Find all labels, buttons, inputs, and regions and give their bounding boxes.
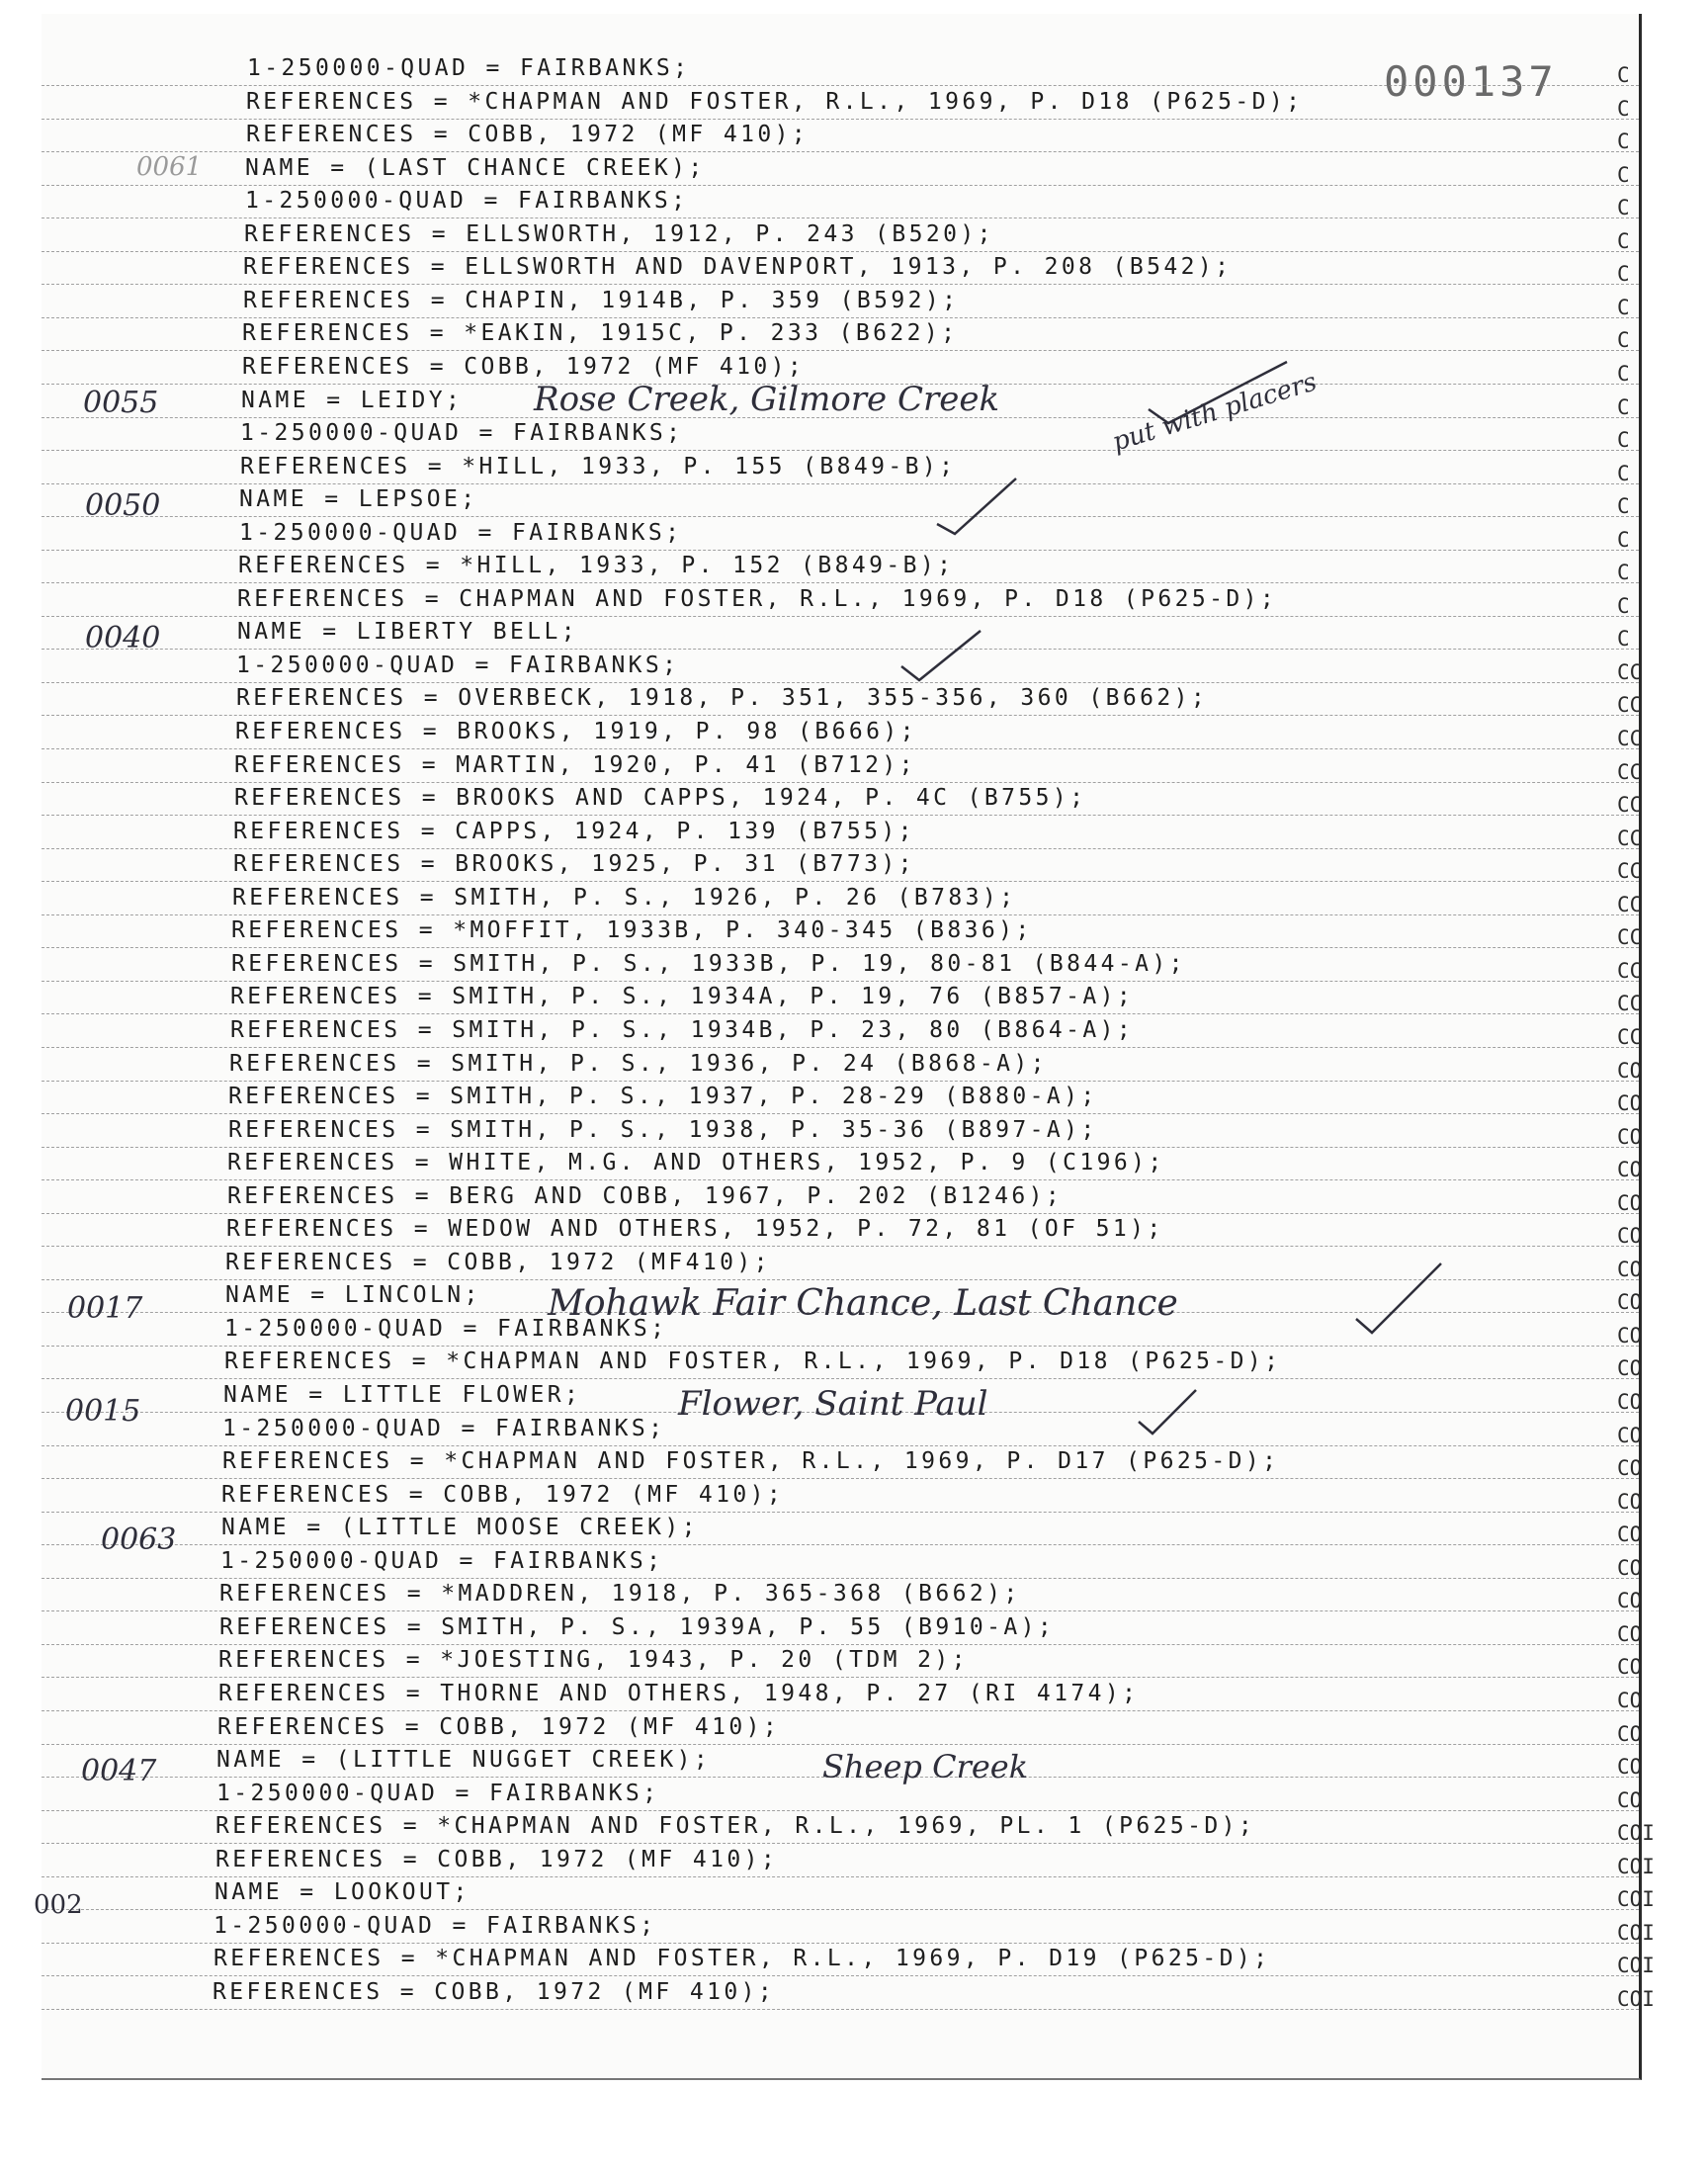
record-line: NAME = LINCOLN; [225,1282,481,1309]
edge-mark: CO [1617,1257,1643,1281]
edge-mark: CO [1617,1655,1643,1680]
handwritten-code: 0015 [65,1394,141,1429]
edge-mark: COI [1617,1854,1655,1878]
edge-mark: CO [1617,1555,1643,1580]
record-line: REFERENCES = THORNE AND OTHERS, 1948, P. 27 (RI 4174); [218,1680,1140,1706]
record-line: REFERENCES = *MADDREN, 1918, P. 365-368 (B662); [219,1581,1021,1608]
edge-mark: C [1617,361,1630,386]
edge-mark: C [1617,228,1630,253]
edge-mark: C [1617,394,1630,419]
edge-mark: CO [1617,1158,1643,1182]
edge-mark: CO [1617,1589,1643,1613]
edge-mark: CO [1617,1456,1643,1481]
handwritten-code: 0050 [85,488,161,523]
record-line: 1-250000-QUAD = FAIRBANKS; [220,1547,664,1574]
edge-mark: C [1617,96,1630,121]
record-line: NAME = LITTLE FLOWER; [223,1382,582,1408]
edge-mark: CO [1617,1323,1643,1348]
edge-mark: CC [1617,925,1643,950]
record-line: 1-250000-QUAD = FAIRBANKS; [247,55,691,81]
edge-mark: C [1617,63,1630,87]
edge-mark: CO [1617,1290,1643,1315]
edge-mark: CC [1617,759,1643,784]
edge-mark: C [1617,130,1630,154]
record-line: 1-250000-QUAD = FAIRBANKS; [224,1315,668,1342]
record-line: NAME = LEPSOE; [239,486,478,513]
edge-mark: CC [1617,958,1643,983]
record-line: REFERENCES = MARTIN, 1920, P. 41 (B712); [234,751,916,778]
edge-mark: CO [1617,1124,1643,1149]
record-line: NAME = (LAST CHANCE CREEK); [245,154,706,181]
record-line: REFERENCES = *CHAPMAN AND FOSTER, R.L., 1969, P. D19 (P625-D); [214,1946,1271,1972]
edge-mark: COI [1617,1887,1655,1912]
record-line: REFERENCES = BROOKS, 1919, P. 98 (B666); [235,719,917,744]
edge-mark: CO [1617,1356,1643,1381]
record-line: 1-250000-QUAD = FAIRBANKS; [236,652,680,678]
checkmark [901,631,981,680]
edge-mark: CC [1617,727,1643,750]
record-line: REFERENCES = BROOKS, 1925, P. 31 (B773); [233,851,915,878]
record-line: REFERENCES = COBB, 1972 (MF 410); [217,1713,781,1740]
record-line: REFERENCES = CHAPIN, 1914B, P. 359 (B592); [243,287,960,313]
edge-mark: C [1617,196,1630,220]
record-line: REFERENCES = SMITH, P. S., 1926, P. 26 (B783); [232,884,1017,911]
edge-mark: COI [1617,1821,1655,1846]
edge-mark: CC [1617,992,1643,1016]
record-line: REFERENCES = *CHAPMAN AND FOSTER, R.L., 1969, P. D18 (P625-D); [224,1348,1282,1375]
checkmark [1356,1263,1441,1333]
edge-mark: C [1617,561,1630,585]
handwritten-code: 0063 [101,1522,177,1557]
handwritten-note: Flower, Saint Paul [678,1384,988,1424]
handwritten-note: Rose Creek, Gilmore Creek [534,380,1000,419]
record-line: REFERENCES = *JOESTING, 1943, P. 20 (TDM 2); [218,1647,969,1674]
edge-mark: CC [1617,859,1643,884]
record-line: 1-250000-QUAD = FAIRBANKS; [216,1780,660,1806]
record-line: REFERENCES = SMITH, P. S., 1933B, P. 19, 80-81 (B844-A); [231,950,1186,977]
handwritten-note: Sheep Creek [822,1748,1029,1785]
edge-mark: C [1617,328,1630,353]
handwritten-code: 0055 [83,386,159,420]
record-line: REFERENCES = SMITH, P. S., 1934B, P. 23, 80 (B864-A); [230,1016,1135,1043]
edge-mark: CO [1617,1390,1643,1414]
record-line: REFERENCES = SMITH, P. S., 1936, P. 24 (B868-A); [229,1050,1048,1077]
handwritten-note: put with placers [1109,367,1321,458]
record-line: REFERENCES = COBB, 1972 (MF 410); [246,122,810,148]
record-line: REFERENCES = WHITE, M.G. AND OTHERS, 1952, P. 9 (C196); [227,1150,1165,1176]
edge-mark: COI [1617,1920,1655,1945]
edge-mark: CC [1617,826,1643,850]
edge-mark: C [1617,461,1630,485]
edge-mark: C [1617,527,1630,552]
record-line: REFERENCES = BROOKS AND CAPPS, 1924, P. 4C (B755); [234,785,1087,812]
edge-mark: CO [1617,1522,1643,1547]
handwritten-code: 0061 [136,152,203,182]
edge-mark: CC [1617,793,1643,818]
record-line: 1-250000-QUAD = FAIRBANKS; [245,188,689,215]
edge-mark: CO [1617,1224,1643,1249]
handwritten-checkmarks [42,14,1639,2078]
record-line: REFERENCES = *CHAPMAN AND FOSTER, R.L., 1969, PL. 1 (P625-D); [215,1813,1256,1840]
handwritten-code: 0017 [67,1291,143,1326]
edge-mark: CC [1617,659,1643,684]
record-line: REFERENCES = *HILL, 1933, P. 155 (B849-B); [240,453,957,479]
record-line: NAME = (LITTLE NUGGET CREEK); [216,1747,712,1774]
edge-mark: C [1617,162,1630,187]
edge-mark: CO [1617,1423,1643,1447]
edge-mark: COI [1617,1986,1655,2011]
record-line: REFERENCES = WEDOW AND OTHERS, 1952, P. 72, 81 (OF 51); [226,1216,1164,1243]
record-line: REFERENCES = COBB, 1972 (MF 410); [215,1846,779,1872]
edge-mark: COI [1617,1954,1655,1978]
record-line: REFERENCES = SMITH, P. S., 1938, P. 35-36 (B897-A); [228,1116,1098,1143]
record-line: REFERENCES = CAPPS, 1924, P. 139 (B755); [233,818,915,844]
checkmark [1139,1390,1196,1434]
handwritten-note: Mohawk Fair Chance, Last Chance [548,1283,1178,1324]
record-line: REFERENCES = *MOFFIT, 1933B, P. 340-345 (B836); [231,917,1033,944]
edge-mark: CO [1617,1787,1643,1812]
record-line: 1-250000-QUAD = FAIRBANKS; [240,420,684,447]
edge-mark: C [1617,295,1630,319]
record-line: REFERENCES = ELLSWORTH, 1912, P. 243 (B520); [244,220,994,247]
record-line: REFERENCES = COBB, 1972 (MF 410); [213,1978,776,2005]
record-line: REFERENCES = CHAPMAN AND FOSTER, R.L., 1969, P. D18 (P625-D); [237,585,1278,612]
handwritten-code: 0040 [85,621,161,655]
record-line: REFERENCES = *EAKIN, 1915C, P. 233 (B622); [242,320,959,347]
edge-mark: CO [1617,1058,1643,1083]
edge-mark: CC [1617,892,1643,916]
record-line: 1-250000-QUAD = FAIRBANKS; [214,1912,657,1939]
record-line: REFERENCES = ELLSWORTH AND DAVENPORT, 1913, P. 208 (B542); [243,254,1233,281]
record-line: REFERENCES = COBB, 1972 (MF 410); [242,353,806,380]
edge-mark: C [1617,627,1630,652]
record-line: REFERENCES = *CHAPMAN AND FOSTER, R.L., 1969, P. D18 (P625-D); [246,88,1304,115]
record-line: NAME = (LITTLE MOOSE CREEK); [221,1515,699,1541]
edge-mark: CO [1617,1190,1643,1215]
edge-mark: C [1617,494,1630,519]
edge-mark: CO [1617,1688,1643,1712]
edge-mark: CO [1617,1621,1643,1646]
record-line: REFERENCES = BERG AND COBB, 1967, P. 202 (B1246); [227,1182,1064,1209]
edge-mark: CO [1617,1755,1643,1780]
edge-mark: CO [1617,1721,1643,1746]
record-line: REFERENCES = OVERBECK, 1918, P. 351, 355-356, 360 (B662); [236,685,1209,712]
checkmark [937,478,1016,534]
edge-mark: C [1617,593,1630,618]
record-line: REFERENCES = SMITH, P. S., 1939A, P. 55 (B910-A); [219,1613,1056,1640]
edge-mark: CO [1617,1489,1643,1514]
record-line: REFERENCES = *HILL, 1933, P. 152 (B849-B); [238,553,955,579]
record-line: 1-250000-QUAD = FAIRBANKS; [222,1415,666,1441]
record-line: NAME = LEIDY; [241,387,464,413]
edge-mark: CC [1617,693,1643,718]
record-line: REFERENCES = SMITH, P. S., 1934A, P. 19, 76 (B857-A); [230,984,1135,1010]
edge-mark: C [1617,262,1630,287]
edge-mark: CC [1617,1024,1643,1049]
handwritten-code: 002 [34,1890,83,1920]
document-page [34,14,1655,2080]
record-line: NAME = LOOKOUT; [214,1879,470,1906]
edge-mark: CO [1617,1091,1643,1116]
record-line: REFERENCES = COBB, 1972 (MF410); [225,1249,771,1275]
record-line: NAME = LIBERTY BELL; [237,619,578,646]
edge-mark: C [1617,428,1630,453]
checkmark [1149,362,1287,423]
record-line: REFERENCES = COBB, 1972 (MF 410); [221,1481,785,1508]
record-line: REFERENCES = SMITH, P. S., 1937, P. 28-29 (B880-A); [228,1084,1098,1110]
record-line: REFERENCES = *CHAPMAN AND FOSTER, R.L., 1969, P. D17 (P625-D); [222,1448,1280,1475]
handwritten-code: 0047 [81,1754,157,1788]
record-line: 1-250000-QUAD = FAIRBANKS; [239,519,683,546]
page-stamp-number: 000137 [1384,57,1558,106]
